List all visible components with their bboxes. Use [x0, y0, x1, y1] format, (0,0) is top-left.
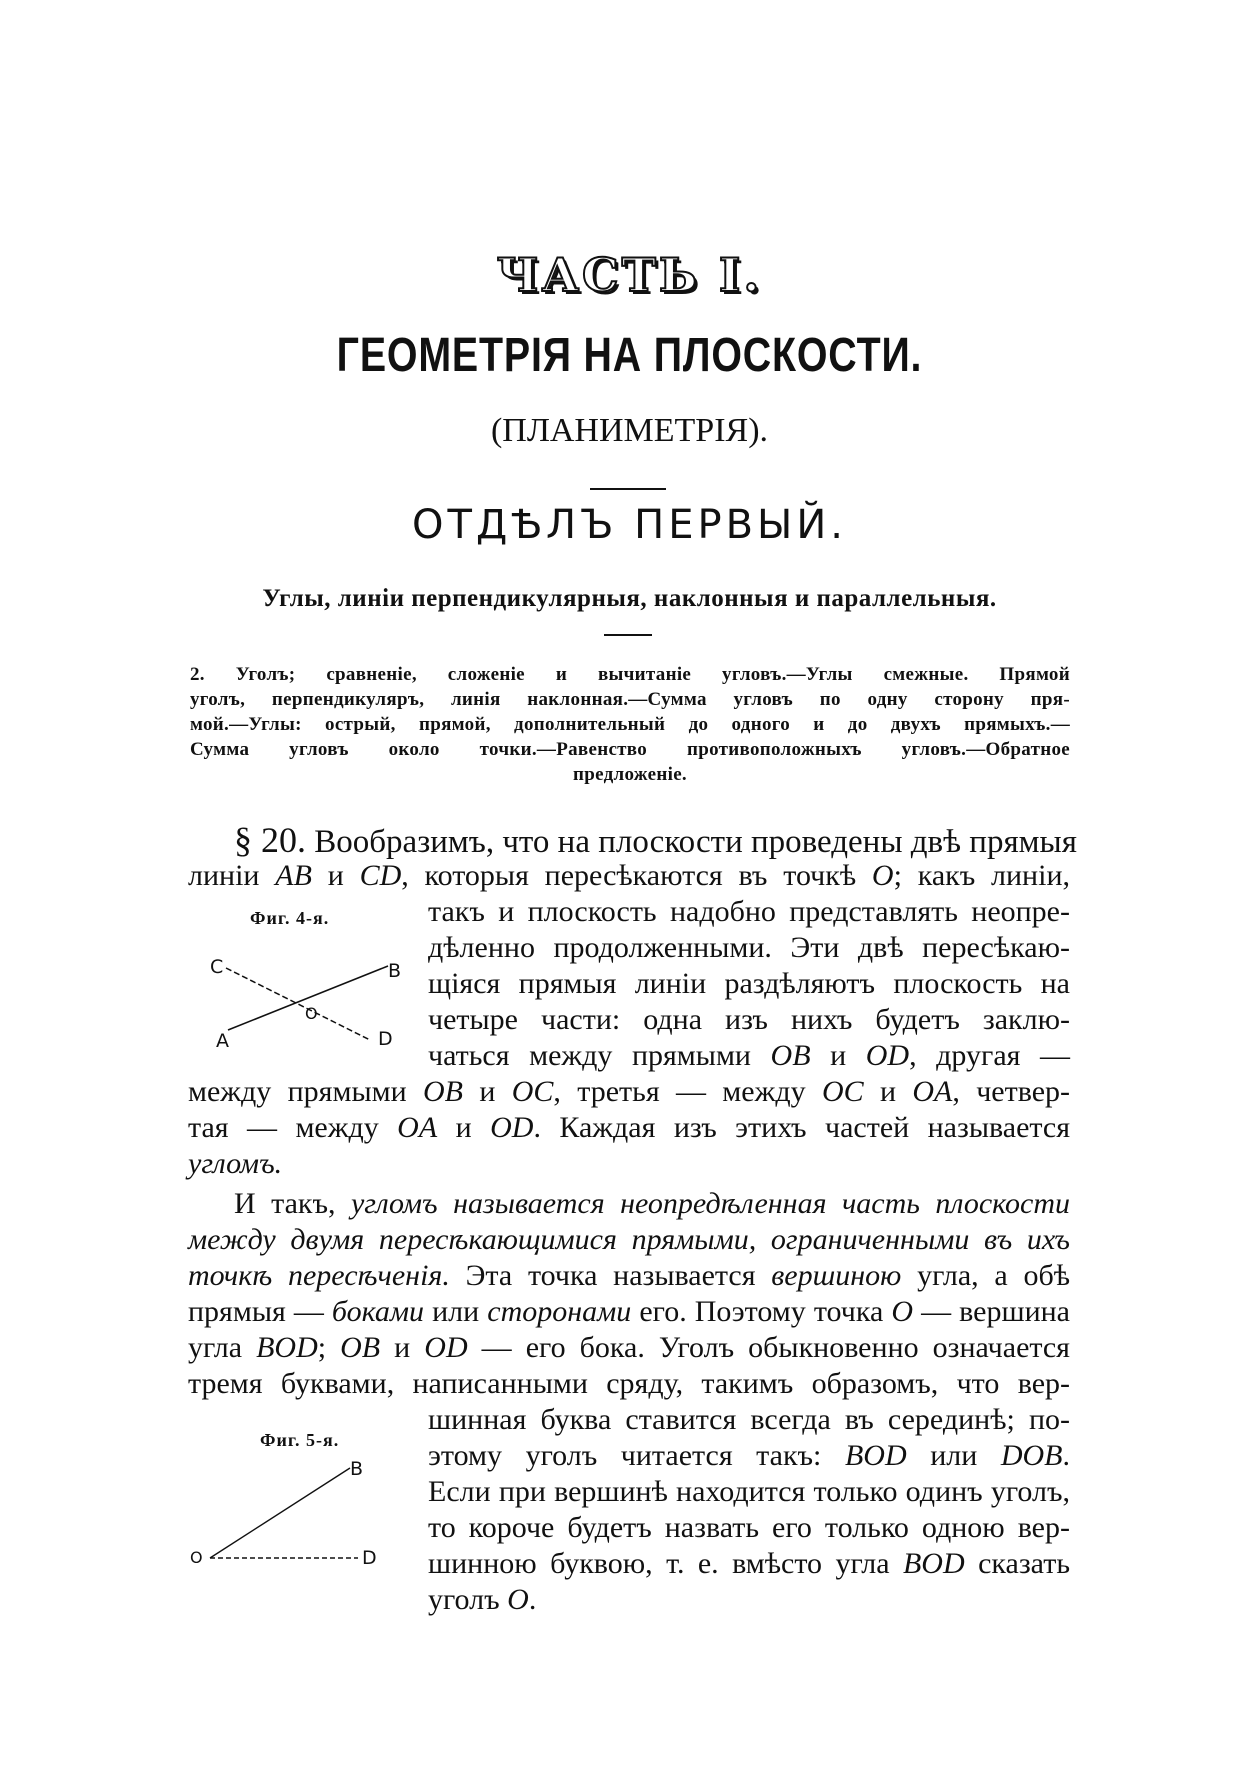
- figure-5-diagram: [190, 1422, 420, 1592]
- subtitle: (ПЛАНИМЕТРІЯ).: [490, 412, 769, 449]
- point-d-label: D: [378, 1028, 393, 1050]
- text: его. Поэтому точка: [631, 1295, 892, 1328]
- text: прямыя —: [188, 1295, 332, 1328]
- text: шинною буквою, т. е. вмѣсто угла: [428, 1547, 903, 1580]
- paragraph-line: [188, 1258, 1070, 1294]
- definition: точкѣ пересѣченія.: [188, 1259, 450, 1292]
- text: и: [311, 859, 360, 892]
- math: OB: [770, 1039, 811, 1072]
- point-b-label: B: [388, 960, 402, 982]
- math: AB: [275, 859, 312, 892]
- figure-4: [190, 900, 420, 1050]
- summary-line: 2. Уголъ; сравненіе, сложеніе и вычитаніе угловъ.—Углы смежные. Прямой: [190, 664, 1070, 685]
- math: O: [871, 859, 894, 892]
- paragraph-line: дѣленно продолженными. Эти двѣ пересѣкаю-: [428, 931, 1070, 964]
- text: ;: [317, 1331, 341, 1364]
- paragraph-line: [188, 1074, 1070, 1110]
- math: OD: [865, 1039, 910, 1072]
- text: линіи: [188, 859, 276, 892]
- paragraph-line: тремя буквами, написанными сряду, такимъ образомъ, что вер-: [188, 1367, 1070, 1400]
- text: , третья — между: [553, 1075, 822, 1108]
- figure-4-caption: Фиг. 4-я.: [250, 908, 330, 928]
- text: между прямыми: [188, 1075, 423, 1108]
- summary-line: уголъ, перпендикуляръ, линія наклонная.—Сумма угловъ по одну сторону пря-: [190, 689, 1070, 710]
- text: угла: [188, 1331, 257, 1364]
- text: И такъ,: [234, 1187, 351, 1220]
- paragraph-line: [188, 1294, 1070, 1330]
- text: . Каждая изъ этихъ частей называется: [533, 1111, 1070, 1144]
- paragraph-line: [188, 1110, 1070, 1146]
- paragraph-line: шинная буква ставится всегда въ серединѣ; по-: [428, 1403, 1070, 1436]
- summary-line: мой.—Углы: острый, прямой, дополнительный до одного и до двухъ прямыхъ.—: [190, 714, 1070, 735]
- title-divider: [590, 488, 666, 490]
- section-number: § 20.: [234, 820, 306, 860]
- math: CD: [359, 859, 402, 892]
- text: ; какъ линіи,: [893, 859, 1070, 892]
- text: или: [906, 1439, 1001, 1472]
- summary-line: предложеніе.: [573, 764, 687, 785]
- math: OB: [340, 1331, 381, 1364]
- math: OA: [912, 1075, 953, 1108]
- point-c-label: C: [210, 956, 224, 978]
- math: OD: [424, 1331, 468, 1364]
- point-o-label: O: [305, 1004, 318, 1023]
- paragraph-line: [428, 1438, 1070, 1474]
- figure-5: [190, 1422, 420, 1592]
- text: этому уголъ читается такъ:: [428, 1439, 845, 1472]
- point-d-label: D: [362, 1547, 377, 1569]
- math: O: [891, 1295, 914, 1328]
- text: или: [424, 1295, 488, 1328]
- section-subtitle: Углы, линіи перпендикулярныя, наклонныя и параллельныя.: [262, 585, 997, 612]
- math: OD: [490, 1111, 534, 1144]
- text: и: [863, 1075, 913, 1108]
- math: OC: [821, 1075, 864, 1108]
- summary-line: Сумма угловъ около точки.—Равенство противоположныхъ угловъ.—Обратное: [190, 739, 1070, 760]
- term: боками: [331, 1295, 425, 1328]
- paragraph-line: такъ и плоскость надобно представлять неопре-: [428, 895, 1070, 928]
- paragraph-line: [428, 1038, 1070, 1074]
- text: .: [1062, 1439, 1070, 1472]
- paragraph-line: [234, 820, 1077, 860]
- main-title: ГЕОМЕТРІЯ НА ПЛОСКОСТИ.: [336, 329, 923, 382]
- ray-ob: [210, 1468, 350, 1558]
- text: угла, а обѣ: [901, 1259, 1070, 1292]
- paragraph-line: [428, 1582, 1070, 1618]
- text: , четвер-: [952, 1075, 1071, 1108]
- text: и: [437, 1111, 491, 1144]
- math: BOD: [256, 1331, 318, 1364]
- math: OB: [423, 1075, 463, 1108]
- text: .: [528, 1583, 537, 1616]
- text: и: [810, 1039, 866, 1072]
- line-cd: [226, 968, 370, 1040]
- math: DOB: [1000, 1439, 1063, 1472]
- part-title: ЧАСТЬ I.: [496, 248, 763, 302]
- text: и: [380, 1331, 425, 1364]
- section-title: ОТДѢЛЪ ПЕРВЫЙ.: [412, 502, 847, 548]
- text: Вообразимъ, что на плоскости проведены двѣ прямыя: [314, 824, 1077, 860]
- text: , которыя пересѣкаются въ точкѣ: [401, 859, 872, 892]
- point-o-label: O: [190, 1548, 203, 1567]
- paragraph-line: [188, 1330, 1070, 1366]
- math: O: [507, 1583, 529, 1616]
- paragraph-line: то короче будетъ назвать его только одною вер-: [428, 1511, 1070, 1544]
- term: вершиною: [771, 1259, 902, 1292]
- text: — его бока. Уголъ обыкновенно означается: [467, 1331, 1070, 1364]
- paragraph-line: [188, 858, 1070, 894]
- text: Эта точка называется: [449, 1259, 772, 1292]
- point-a-label: A: [216, 1030, 229, 1052]
- section-summary: [190, 662, 1070, 787]
- text: уголъ: [428, 1583, 508, 1616]
- text: тая — между: [188, 1111, 398, 1144]
- paragraph-line: щіяся прямыя линіи раздѣляютъ плоскость на: [428, 967, 1070, 1000]
- section-divider: [604, 634, 652, 636]
- text: сказать: [964, 1547, 1070, 1580]
- definition: угломъ называется неопредѣленная часть плоскости: [350, 1187, 1071, 1220]
- term: сторонами: [487, 1295, 632, 1328]
- figure-5-caption: Фиг. 5-я.: [260, 1430, 340, 1450]
- paragraph-line: угломъ.: [188, 1147, 283, 1180]
- paragraph-line: [428, 1546, 1070, 1582]
- paragraph-line: [234, 1186, 1070, 1222]
- text: и: [463, 1075, 512, 1108]
- math: BOD: [902, 1547, 965, 1580]
- paragraph-line: между двумя пересѣкающимися прямыми, ограниченными въ ихъ: [188, 1223, 1070, 1256]
- point-b-label: B: [350, 1458, 364, 1480]
- paragraph-line: Если при вершинѣ находится только одинъ уголъ,: [428, 1475, 1070, 1508]
- math: BOD: [844, 1439, 907, 1472]
- math: OC: [511, 1075, 554, 1108]
- paragraph-line: четыре части: одна изъ нихъ будетъ заклю-: [428, 1003, 1070, 1036]
- text: , другая —: [909, 1039, 1070, 1072]
- math: OA: [397, 1111, 438, 1144]
- text: чаться между прямыми: [428, 1039, 771, 1072]
- text: — вершина: [913, 1295, 1070, 1328]
